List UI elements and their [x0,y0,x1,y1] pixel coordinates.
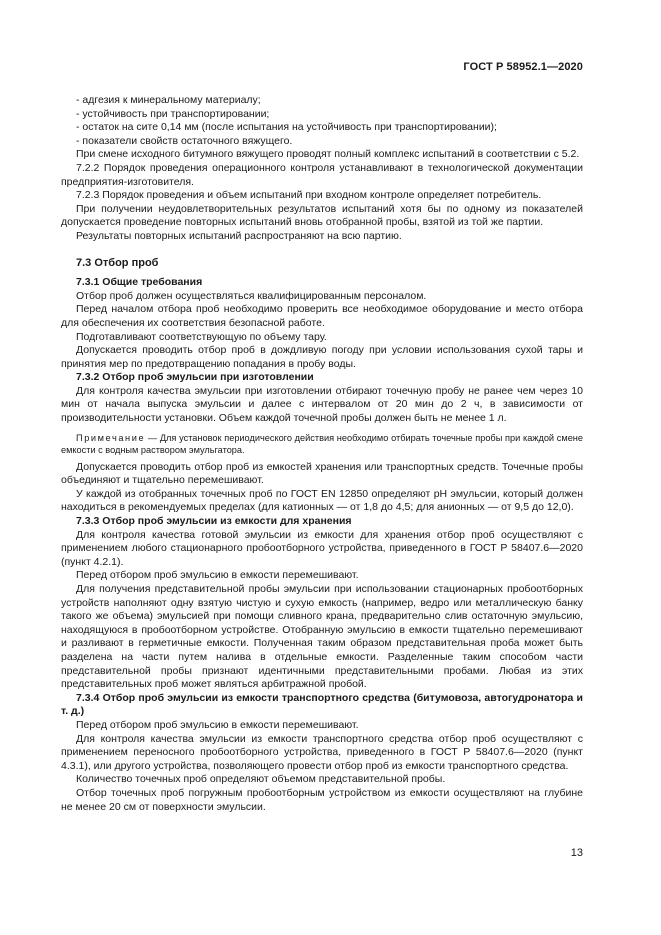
paragraph: Перед отбором проб эмульсию в емкости перемешивают. [76,718,359,731]
list-item: - остаток на сите 0,14 мм (после испытания на устойчивость при транспортировании); [76,121,497,134]
paragraph: У каждой из отобранных точечных проб по ГОСТ EN 12850 определяют pH эмульсии, который должен находиться в рекомендуемых пределах (для катионных — от 1,8 до 4,5; для анионных — от 9,5 до 12,0). [61,487,583,514]
list-item: - показатели свойств остаточного вяжущего. [76,134,293,147]
paragraph: Результаты повторных испытаний распространяют на всю партию. [76,229,402,242]
subsection-heading: 7.3.2 Отбор проб эмульсии при изготовлении [76,371,314,384]
paragraph: Перед отбором проб эмульсию в емкости перемешивают. [76,569,359,582]
paragraph: 7.2.2 Порядок проведения операционного контроля устанавливают в технологической документации предприятия-изготовителя. [61,161,583,188]
note [61,432,583,456]
paragraph: Для контроля качества готовой эмульсии из емкости для хранения отбор проб осуществляют с применением любого стационарного пробоотборного устройства, приведенного в ГОСТ Р 58407.6—2020 (пункт 4.2.1). [61,528,583,568]
paragraph: Для контроля качества эмульсии при изготовлении отбирают точечную пробу не ранее чем через 10 мин от начала выпуска эмульсии и далее с интервалом от 20 мин до 2 ч, в зависимости от производительности установки. Объем каждой точечной пробы должен быть не менее 1 л. [61,384,583,425]
paragraph: Подготавливают соответствующую по объему тару. [76,330,327,343]
paragraph: Допускается проводить отбор проб в дождливую погоду при условии использования сухой тары и принятия мер по предотвращению попадания в пробу воды. [61,344,583,370]
paragraph: Отбор проб должен осуществляться квалифицированным персоналом. [76,289,427,302]
paragraph: При получении неудовлетворительных результатов испытаний хотя бы по одному из показателей допускается проведение повторных испытаний вновь отобранной пробы, взятой из той же партии. [61,202,583,229]
paragraph: При смене исходного битумного вяжущего проводят полный комплекс испытаний в соответствии с 5.2. [76,148,580,161]
paragraph: Количество точечных проб определяют объемом представительной пробы. [76,773,446,786]
list-item: - адгезия к минеральному материалу; [76,94,261,106]
paragraph: Перед началом отбора проб необходимо проверить все необходимое оборудование и место отбора для обеспечения их соответствия безопасной работе. [61,303,583,329]
paragraph: Для контроля качества эмульсии из емкости транспортного средства отбор проб осуществляют с применением переносного пробоотборного устройства, приведенного в ГОСТ Р 58407.6—2020 (пункт 4.3.1), или другого устройства, позволяющего провести отбор проб из емкости транспортного средства. [61,732,583,772]
list-item: - устойчивость при транспортировании; [76,107,270,120]
subsection-heading: 7.3.3 Отбор проб эмульсии из емкости для хранения [76,515,352,528]
page-number: 13 [570,847,583,859]
section-heading: 7.3 Отбор проб [76,256,159,269]
note-label: Примечание [76,432,146,443]
subsection-heading: 7.3.1 Общие требования [76,276,203,289]
subsection-heading: 7.3.4 Отбор проб эмульсии из емкости транспортного средства (битумовоза, автогудронатора и т. д.) [61,691,583,718]
paragraph: Для получения представительной пробы эмульсии при использовании стационарных пробоотборных устройств наполняют одну взятую чистую и сухую емкость (например, ведро или металлическую банку такого же объема) эмульсией при помощи сливного крана, предварительно слив остаточную эмульсию, находящуюся в пробоотборном устройстве. Отобранную эмульсию в емкости тщательно перемешивают и разливают в герметичные емкости. Полученная таким образом представительная проба может быть разделена на части путем налива в отдельные емкости. Разделенные таким способом части представительной пробы признают идентичными представительными пробами. Любая из этих представительных проб может являться арбитражной пробой. [61,583,583,691]
paragraph: Отбор точечных проб погружным пробоотборным устройством из емкости осуществляют на глубине не менее 20 см от поверхности эмульсии. [61,786,583,813]
page-content [61,94,583,814]
paragraph: 7.2.3 Порядок проведения и объем испытаний при входном контроле определяет потребитель. [76,189,542,202]
paragraph: Допускается проводить отбор проб из емкостей хранения или транспортных средств. Точечные пробы объединяют и тщательно перемешивают. [61,460,583,487]
note-text: — Для установок периодического действия необходимо отбирать точечные пробы при каждой смене емкости с водным раствором эмульгатора. [61,432,583,455]
document-header-id: ГОСТ Р 58952.1—2020 [463,61,583,73]
